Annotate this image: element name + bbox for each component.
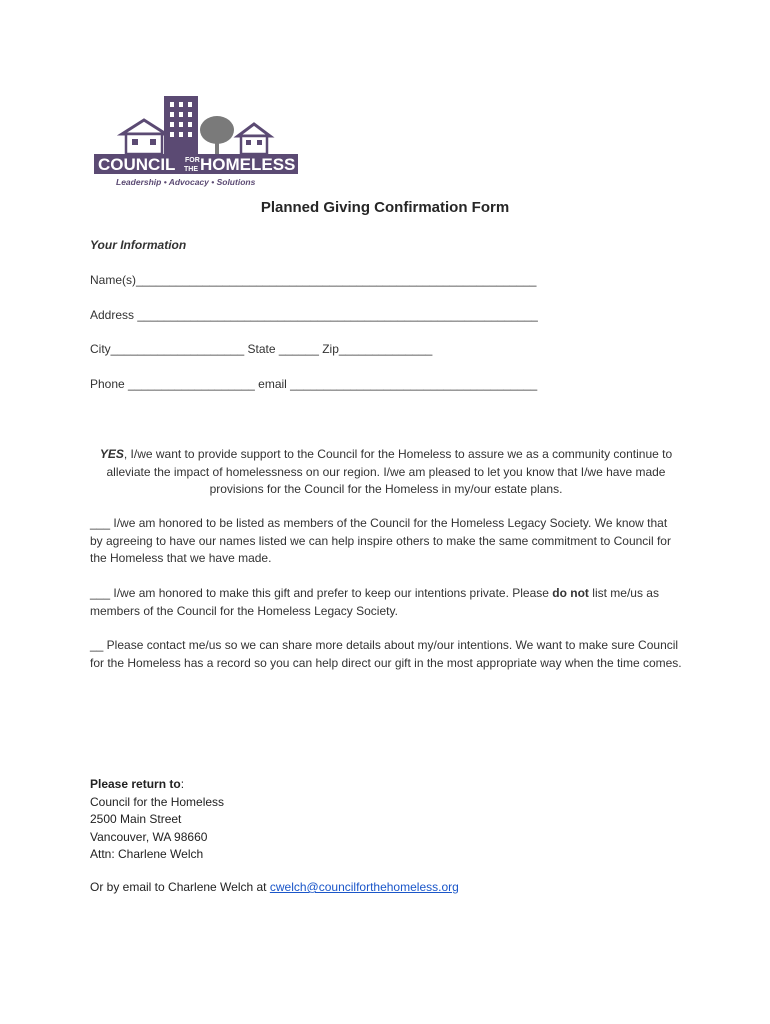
yes-label: YES xyxy=(99,447,124,461)
phone-email-field[interactable]: Phone ___________________ email _____________________________________ xyxy=(90,377,538,391)
option-legacy-society[interactable]: ___ I/we am honored to be listed as members of the Council for the Homeless Legacy Society. We know that by agreeing to have our names listed we can help inspire others to make the same commitment to Council for the Homeless that we have made. xyxy=(90,516,671,565)
right-house-body xyxy=(241,136,267,154)
logo-text-council: COUNCIL xyxy=(98,155,176,174)
option-private-text-b: list me/us as members of the Council for the Homeless Legacy Society. xyxy=(90,586,659,618)
logo-text-the: THE xyxy=(184,166,198,173)
logo-tagline: Leadership • Advocacy • Solutions xyxy=(116,177,256,187)
left-house-body xyxy=(126,134,162,154)
yes-statement xyxy=(94,446,678,499)
yes-statement-text: , I/we want to provide support to the Council for the Homeless to assure we as a community continue to alleviate the impact of homelessness on our region. I/we am pleased to let you know that I/we have made provisions for the Council for the Homeless in my/our estate plans. xyxy=(106,447,673,496)
email-prefix: Or by email to Charlene Welch at xyxy=(90,880,270,894)
email-link[interactable]: cwelch@councilforthehomeless.org xyxy=(269,880,459,894)
return-street: 2500 Main Street xyxy=(90,812,182,826)
address-field[interactable]: Address ____________________________________________________________ xyxy=(90,308,538,322)
option-contact-me[interactable]: __ Please contact me/us so we can share more details about my/our intentions. We want to make sure Council for the Homeless has a record so you can help direct our gift in the most appropriate way when the time comes. xyxy=(90,638,682,670)
right-house-roof xyxy=(238,124,270,136)
logo-text-homeless: HOMELESS xyxy=(200,155,296,174)
city-state-zip-field[interactable]: City____________________ State ______ Zip______________ xyxy=(90,342,433,356)
return-heading: Please return to: xyxy=(90,777,185,791)
logo-graphic xyxy=(92,92,302,188)
names-field[interactable]: Name(s)____________________________________________________________ xyxy=(90,273,537,287)
left-house-roof xyxy=(122,120,166,134)
option-private-do-not: do not xyxy=(552,586,589,600)
return-address-block xyxy=(90,776,224,864)
form-title: Planned Giving Confirmation Form xyxy=(260,199,510,216)
return-org: Council for the Homeless xyxy=(90,794,225,809)
council-for-the-homeless-logo xyxy=(92,92,302,188)
logo-text-for: FOR xyxy=(185,157,200,164)
section-heading-your-information: Your Information xyxy=(90,238,187,252)
return-city: Vancouver, WA 98660 xyxy=(90,829,208,844)
return-attn: Attn: Charlene Welch xyxy=(90,847,204,861)
email-contact-line xyxy=(90,880,459,894)
option-private-text-a: ___ I/we am honored to make this gift and prefer to keep our intentions private. Please xyxy=(90,586,553,600)
option-private-gift[interactable] xyxy=(90,585,682,620)
